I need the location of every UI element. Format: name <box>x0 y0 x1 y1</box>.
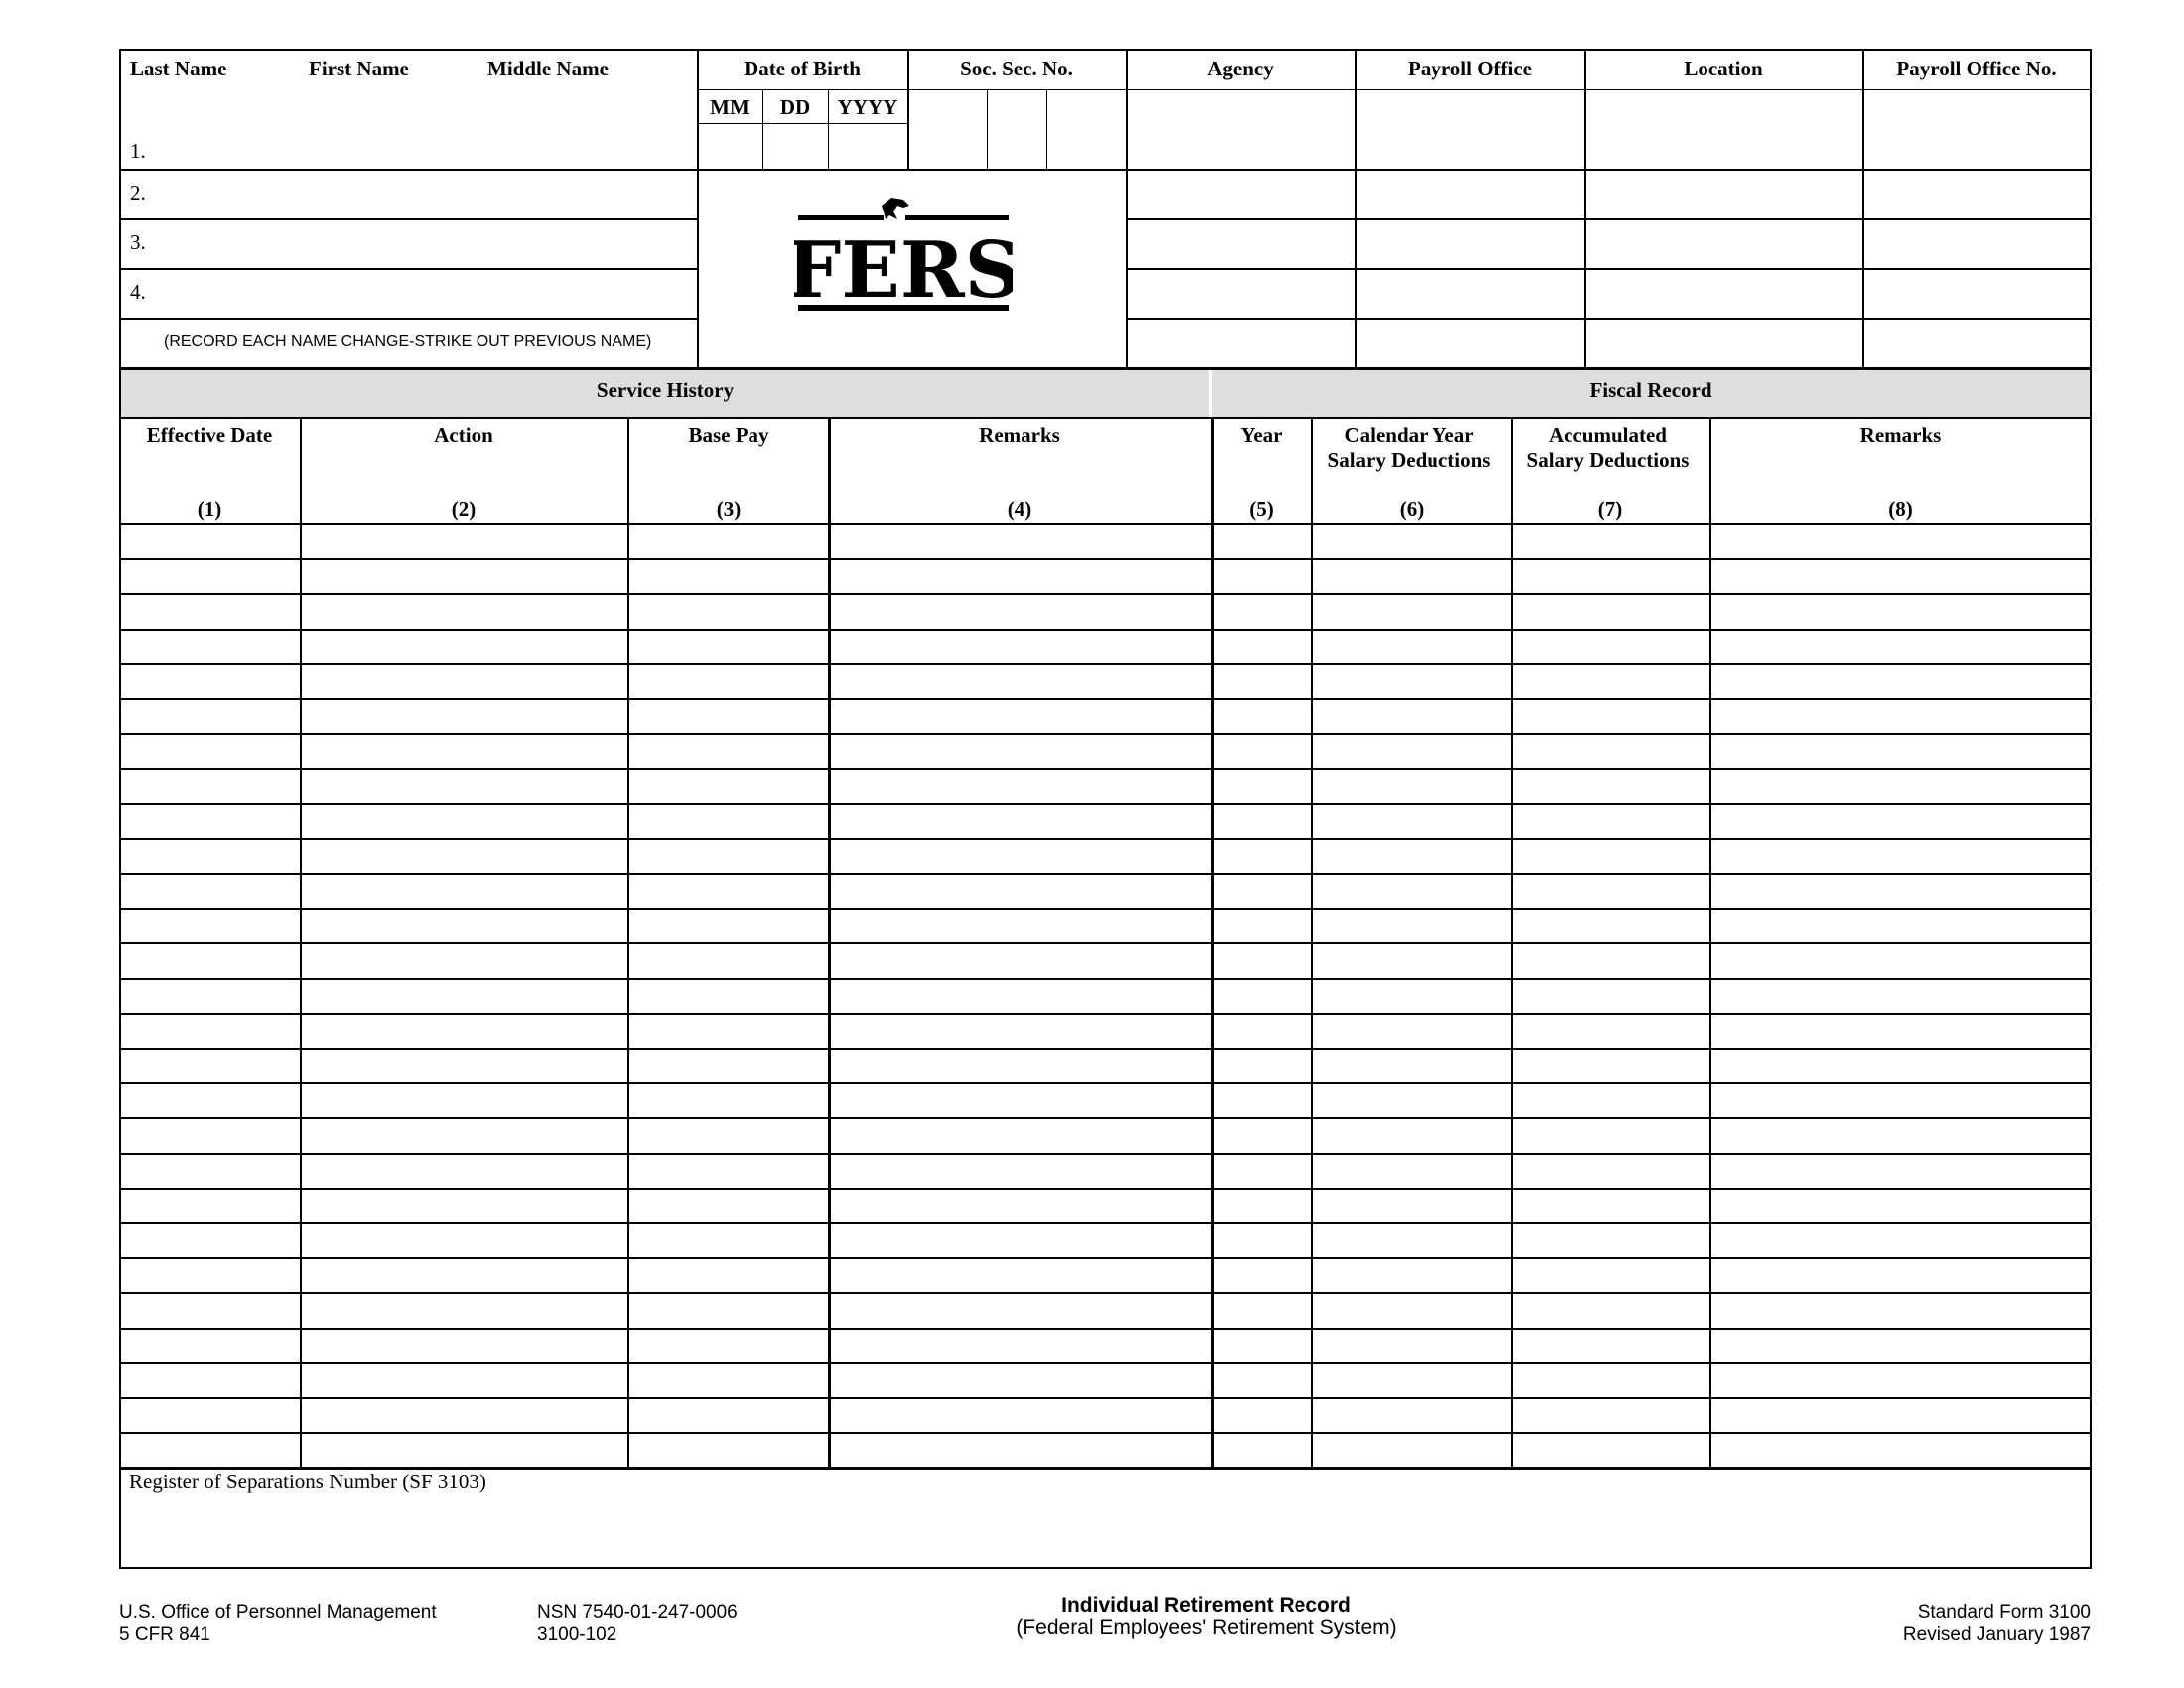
col-num-7: (7) <box>1597 497 1623 521</box>
col-year: Year <box>1240 423 1283 447</box>
name-field-3[interactable] <box>121 220 697 268</box>
col-action: Action <box>434 423 493 447</box>
dob-yyyy-label: YYYY <box>837 95 898 119</box>
row-divider <box>119 978 2092 980</box>
row-divider <box>119 593 2092 595</box>
row-divider <box>119 1082 2092 1084</box>
row-divider <box>119 523 2092 525</box>
name-field-2[interactable] <box>121 171 697 218</box>
row-divider <box>119 1432 2092 1434</box>
col-num-6: (6) <box>1399 497 1425 521</box>
footer-nsn: NSN 7540-01-247-0006 <box>537 1602 738 1622</box>
form-border-bottom <box>119 1567 2092 1569</box>
col-accumulated-deductions: Accumulated Salary Deductions <box>1526 423 1690 472</box>
footer-cfr: 5 CFR 841 <box>119 1624 210 1645</box>
name-row-3: 3. <box>130 230 146 254</box>
ssn-field[interactable] <box>909 90 1126 169</box>
row-divider <box>119 698 2092 700</box>
row-divider <box>119 768 2092 770</box>
agency-label: Agency <box>1207 57 1274 80</box>
dob-mm-field[interactable] <box>698 124 762 169</box>
dob-dd-label: DD <box>779 95 811 119</box>
row-divider <box>119 558 2092 560</box>
row-divider <box>119 908 2092 910</box>
dob-mm-label: MM <box>710 95 750 119</box>
name-row-2: 2. <box>130 181 146 205</box>
name-field-4[interactable] <box>121 270 697 318</box>
dob-dd-field[interactable] <box>763 124 828 169</box>
date-of-birth-label: Date of Birth <box>744 57 861 80</box>
service-history-title: Service History <box>596 378 735 402</box>
col-num-2: (2) <box>451 497 477 521</box>
fers-logo <box>794 194 1013 318</box>
svg-text:FERS: FERS <box>794 225 1013 316</box>
row-divider <box>119 733 2092 735</box>
col-base-pay: Base Pay <box>688 423 769 447</box>
footer-revised: Revised January 1987 <box>1902 1624 2091 1645</box>
form-subtitle: (Federal Employees' Retirement System) <box>1016 1617 1397 1639</box>
row-divider <box>119 1328 2092 1330</box>
row-divider <box>119 873 2092 875</box>
col-effective-date: Effective Date <box>146 423 273 447</box>
row-divider <box>119 663 2092 665</box>
form-border-right <box>2090 49 2092 1569</box>
name-change-note: (RECORD EACH NAME CHANGE-STRIKE OUT PREVIOUS NAME) <box>164 333 652 350</box>
col-calendar-year-deductions: Calendar Year Salary Deductions <box>1327 423 1491 472</box>
row-divider <box>119 803 2092 805</box>
row-divider <box>119 942 2092 944</box>
form-title: Individual Retirement Record <box>1061 1594 1351 1617</box>
name-field-1[interactable] <box>121 90 697 169</box>
col-remarks-service: Remarks <box>979 423 1060 447</box>
last-name-label: Last Name <box>130 57 227 80</box>
payroll-office-label: Payroll Office <box>1408 57 1532 80</box>
col-num-1: (1) <box>197 497 222 521</box>
row-divider <box>119 1117 2092 1119</box>
footer-form-number: Standard Form 3100 <box>1917 1602 2091 1622</box>
name-row-1: 1. <box>130 139 146 163</box>
col-num-3: (3) <box>716 497 742 521</box>
first-name-label: First Name <box>309 57 409 80</box>
col-num-5: (5) <box>1249 497 1274 521</box>
location-label: Location <box>1684 57 1763 80</box>
col-num-4: (4) <box>1007 497 1032 521</box>
row-divider <box>119 1397 2092 1399</box>
form-border-top <box>119 49 2092 51</box>
ssn-label: Soc. Sec. No. <box>960 57 1073 80</box>
row-divider <box>119 629 2092 631</box>
footer-agency: U.S. Office of Personnel Management <box>119 1602 437 1622</box>
col-remarks-fiscal: Remarks <box>1859 423 1942 447</box>
row-divider <box>119 1013 2092 1015</box>
row-divider <box>119 1257 2092 1259</box>
register-of-separations-label: Register of Separations Number (SF 3103) <box>129 1470 486 1493</box>
register-of-separations-field[interactable] <box>121 1497 2090 1567</box>
col-num-8: (8) <box>1888 497 1913 521</box>
row-divider <box>119 838 2092 840</box>
name-row-4: 4. <box>130 280 146 304</box>
footer-code: 3100-102 <box>537 1624 617 1645</box>
row-divider <box>119 1048 2092 1050</box>
middle-name-label: Middle Name <box>487 57 609 80</box>
dob-yyyy-field[interactable] <box>829 124 907 169</box>
payroll-office-no-label: Payroll Office No. <box>1896 57 2057 80</box>
row-divider <box>119 1292 2092 1294</box>
row-divider <box>119 1362 2092 1364</box>
row-divider <box>119 1153 2092 1155</box>
fers-eagle-icon <box>794 194 1013 318</box>
row-divider <box>119 1188 2092 1190</box>
fiscal-record-title: Fiscal Record <box>1589 378 1712 402</box>
row-divider <box>119 1222 2092 1224</box>
